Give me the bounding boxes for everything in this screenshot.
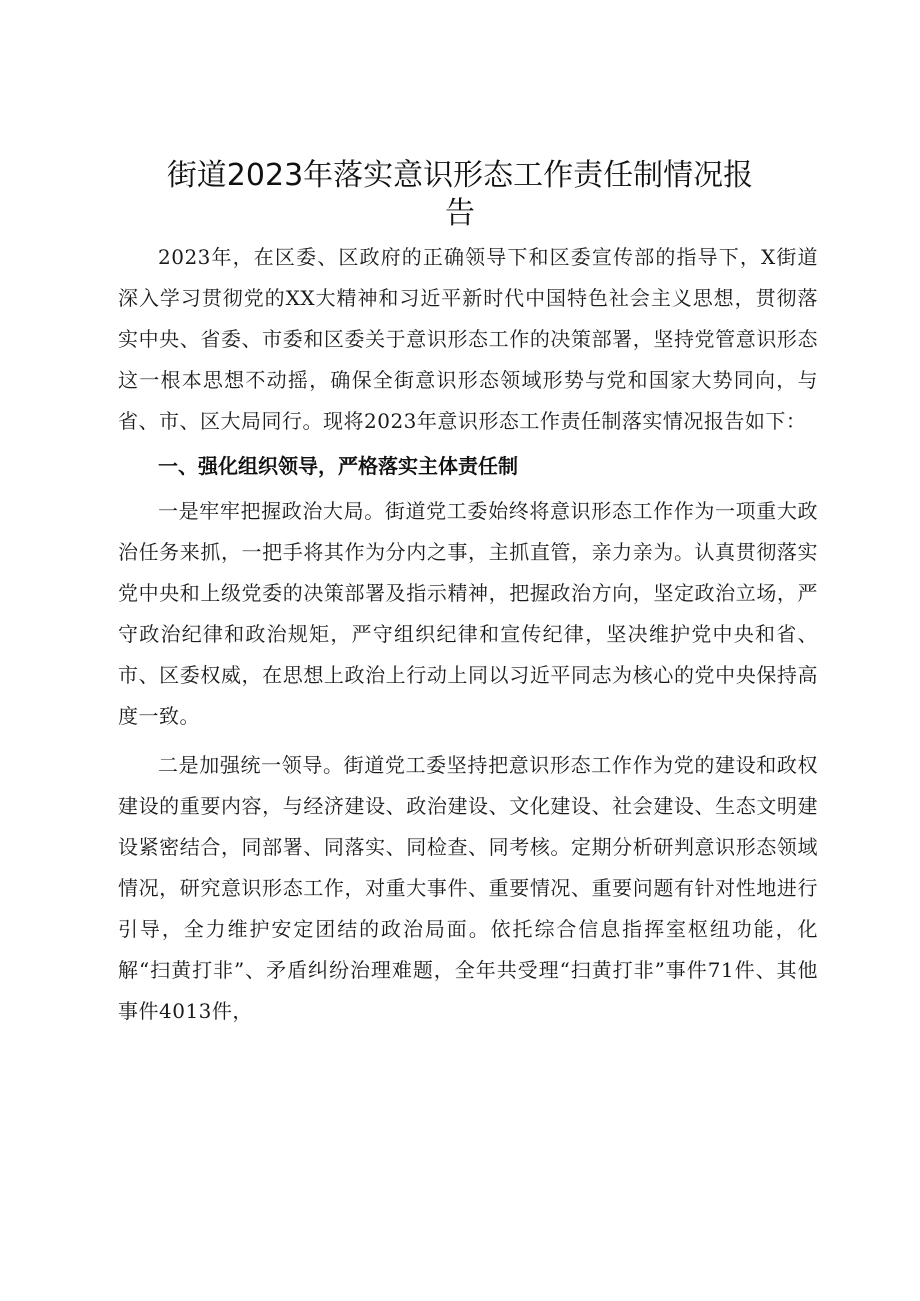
title-line-2: 告 [445,196,475,231]
intro-paragraph: 2023年，在区委、区政府的正确领导下和区委宣传部的指导下，X街道深入学习贯彻党的XX大精神和习近平新时代中国特色社会主义思想，贯彻落实中央、省委、市委和区委关于意识形态工作的决策部署，坚持党管意识形态这一根本思想不动摇，确保全街意识形态领域形势与党和国家大势同向，与省、市、区大局同行。现将2023年意识形态工作责任制落实情况报告如下： [118,245,818,433]
section-heading-1: 一、强化组织领导，严格落实主体责任制 [158,454,518,478]
document-body [118,237,818,1032]
document-title [120,157,800,233]
paragraph-1: 一是牢牢把握政治大局。街道党工委始终将意识形态工作作为一项重大政治任务来抓，一把手将其作为分内之事，主抓直管，亲力亲为。认真贯彻落实党中央和上级党委的决策部署及指示精神，把握政治方向，坚定政治立场，严守政治纪律和政治规矩，严守组织纪律和宣传纪律，坚决维护党中央和省、市、区委权威，在思想上政治上行动上同以习近平同志为核心的党中央保持高度一致。 [118,499,818,728]
title-line-1: 街道2023年落实意识形态工作责任制情况报 [166,158,754,193]
paragraph-gap [118,737,818,745]
paragraph-2: 二是加强统一领导。街道党工委坚持把意识形态工作作为党的建设和政权建设的重要内容，与经济建设、政治建设、文化建设、社会建设、生态文明建设紧密结合，同部署、同落实、同检查、同考核。定期分析研判意识形态领域情况，研究意识形态工作，对重大事件、重要情况、重要问题有针对性地进行引导，全力维护安定团结的政治局面。依托综合信息指挥室枢纽功能，化解“扫黄打非”、矛盾纠纷治理难题，全年共受理“扫黄打非”事件71件、其他事件4013件， [118,753,818,1023]
